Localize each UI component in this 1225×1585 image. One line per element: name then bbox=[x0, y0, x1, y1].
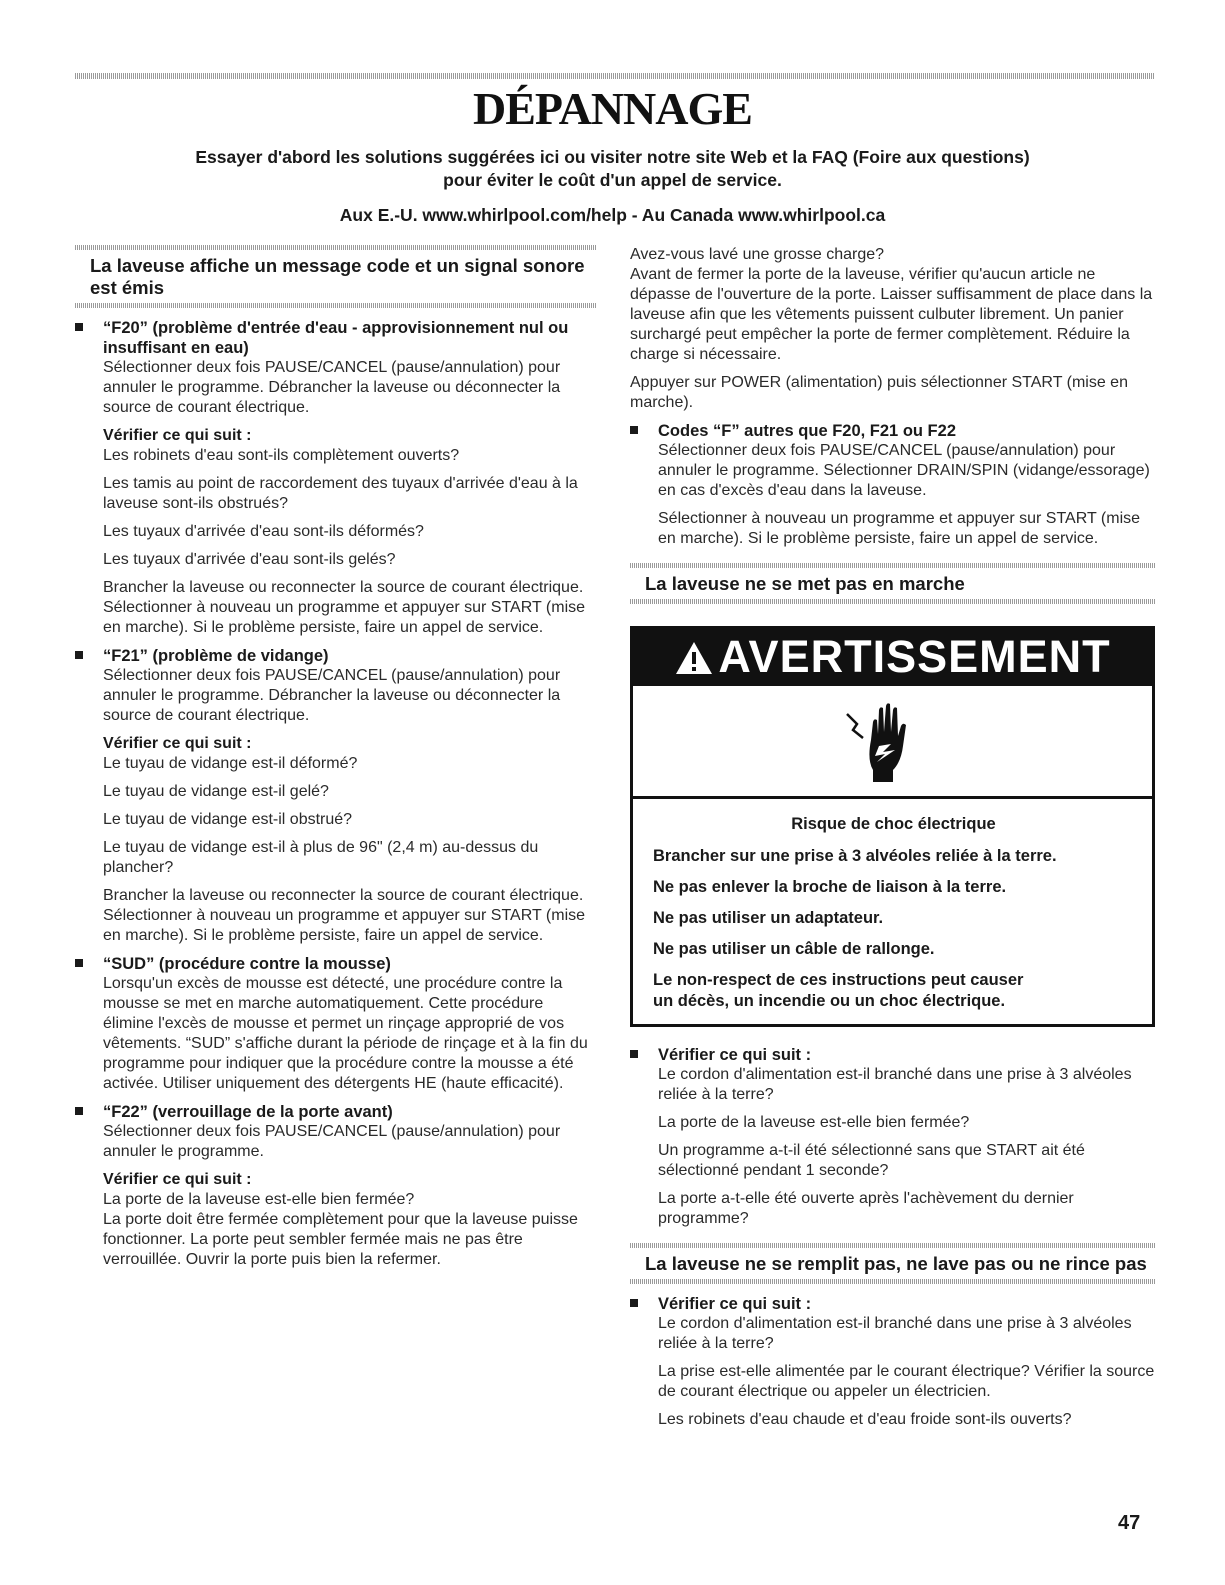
section-title: La laveuse ne se remplit pas, ne lave pas ou ne rince pas bbox=[645, 1253, 1147, 1274]
check-line: Les tamis au point de raccordement des tuyaux d'arrivée d'eau à la laveuse sont-ils obstrués? bbox=[103, 475, 578, 512]
other-codes-list bbox=[630, 421, 1155, 549]
page-title: DÉPANNAGE bbox=[473, 83, 752, 134]
check-line: Le cordon d'alimentation est-il branché dans une prise à 3 alvéoles reliée à la terre? bbox=[658, 1315, 1132, 1352]
warning-line: Ne pas enlever la broche de liaison à la terre. bbox=[653, 878, 1007, 896]
warning-triangle-icon bbox=[674, 640, 714, 676]
intro-line-2: pour éviter le coût d'un appel de service. bbox=[443, 170, 782, 190]
warning-banner-text: AVERTISSEMENT bbox=[718, 631, 1111, 682]
warning-banner bbox=[633, 629, 1152, 686]
warning-line: Brancher sur une prise à 3 alvéoles reliée à la terre. bbox=[653, 847, 1057, 865]
bullet-icon bbox=[630, 426, 638, 434]
continued-paragraph: Appuyer sur POWER (alimentation) puis sélectionner START (mise en marche). bbox=[630, 374, 1128, 411]
item-title: Codes “F” autres que F20, F21 ou F22 bbox=[658, 422, 956, 440]
check-line: Le tuyau de vidange est-il gelé? bbox=[103, 783, 329, 800]
warning-box bbox=[630, 626, 1155, 1027]
error-code-list bbox=[75, 318, 597, 1270]
warning-line: un décès, un incendie ou un choc électrique. bbox=[653, 992, 1006, 1010]
check-line: La porte de la laveuse est-elle bien fermée? bbox=[103, 1191, 415, 1208]
check-heading: Vérifier ce qui suit : bbox=[103, 735, 252, 752]
continued-paragraph: Avant de fermer la porte de la laveuse, vérifier qu'aucun article ne dépasse de l'ouverture de la porte. Laisser suffisamment de place dans la laveuse afin que les vêtements puissent culbuter librement. Un panier surchargé peut empêcher la porte de fermer complètement. Réduire la charge si nécessaire. bbox=[630, 266, 1153, 363]
list-item-other-f-codes bbox=[630, 421, 1155, 549]
section-rule-bottom bbox=[630, 1279, 1155, 1284]
warning-line: Le non-respect de ces instructions peut causer bbox=[653, 971, 1024, 989]
check-line: Les tuyaux d'arrivée d'eau sont-ils déformés? bbox=[103, 523, 424, 540]
item-text: Sélectionner deux fois PAUSE/CANCEL (pause/annulation) pour annuler le programme. Sélectionner DRAIN/SPIN (vidange/essorage) en cas d'excès d'eau dans la laveuse. bbox=[658, 442, 1150, 499]
right-column bbox=[630, 245, 1155, 1438]
bullet-icon bbox=[75, 959, 83, 967]
list-item-f21 bbox=[75, 646, 597, 946]
warning-line: Ne pas utiliser un câble de rallonge. bbox=[653, 940, 935, 958]
list-item-f20 bbox=[75, 318, 597, 638]
bullet-icon bbox=[630, 1299, 638, 1307]
section-title: La laveuse affiche un message code et un signal sonore est émis bbox=[90, 255, 585, 298]
no-start-check-list bbox=[630, 1045, 1155, 1229]
section-rule-bottom bbox=[630, 599, 1155, 604]
check-line: La porte a-t-elle été ouverte après l'achèvement du dernier programme? bbox=[658, 1190, 1074, 1227]
check-line: Un programme a-t-il été sélectionné sans que START ait été sélectionné pendant 1 seconde? bbox=[658, 1142, 1085, 1179]
item-text: Lorsqu'un excès de mousse est détecté, une procédure contre la mousse se met en marche automatiquement. Cette procédure élimine l'excès de mousse et permet un rinçage approprié de vos vêtements. “SUD” s'affiche durant la période de rinçage et à la fin du programme pour indiquer que la procédure contre la mousse a été activée. Utiliser uniquement des détergents HE (haute efficacité). bbox=[103, 975, 588, 1092]
item-title: “F22” (verrouillage de la porte avant) bbox=[103, 1103, 393, 1121]
warning-line: Ne pas utiliser un adaptateur. bbox=[653, 909, 884, 927]
list-item-f22 bbox=[75, 1102, 597, 1270]
check-line: Le tuyau de vidange est-il obstrué? bbox=[103, 811, 353, 828]
bullet-icon bbox=[75, 651, 83, 659]
section-header-no-start bbox=[630, 563, 1155, 604]
item-title: “SUD” (procédure contre la mousse) bbox=[103, 955, 391, 973]
check-line: Les robinets d'eau sont-ils complètement ouverts? bbox=[103, 447, 460, 464]
continued-line: Avez-vous lavé une grosse charge? bbox=[630, 246, 885, 263]
check-line: Le tuyau de vidange est-il déformé? bbox=[103, 755, 358, 772]
left-column bbox=[75, 245, 597, 1278]
check-line: Les robinets d'eau chaude et d'eau froide sont-ils ouverts? bbox=[658, 1411, 1072, 1428]
bullet-icon bbox=[75, 323, 83, 331]
section-header-no-fill bbox=[630, 1243, 1155, 1284]
check-line: La porte de la laveuse est-elle bien fermée? bbox=[658, 1114, 970, 1131]
section-rule-bottom bbox=[75, 303, 597, 308]
no-fill-check-list bbox=[630, 1294, 1155, 1430]
check-heading: Vérifier ce qui suit : bbox=[103, 1171, 252, 1188]
item-title: “F20” (problème d'entrée d'eau - approvisionnement nul ou insuffisant en eau) bbox=[103, 319, 569, 357]
list-item-sud bbox=[75, 954, 597, 1094]
warning-title: Risque de choc électrique bbox=[791, 815, 996, 833]
page-number: 47 bbox=[1118, 1512, 1141, 1534]
warning-body bbox=[633, 799, 1152, 1024]
list-item-check bbox=[630, 1045, 1155, 1229]
item-title: Vérifier ce qui suit : bbox=[658, 1046, 812, 1064]
check-line: Brancher la laveuse ou reconnecter la source de courant électrique. Sélectionner à nouveau un programme et appuyer sur START (mise en marche). Si le problème persiste, faire un appel de service. bbox=[103, 579, 586, 636]
intro-line-1: Essayer d'abord les solutions suggérées ici ou visiter notre site Web et la FAQ (Foire aux questions) bbox=[195, 147, 1030, 167]
item-text: Sélectionner deux fois PAUSE/CANCEL (pause/annulation) pour annuler le programme. Débrancher la laveuse ou déconnecter la source de courant électrique. bbox=[103, 359, 561, 416]
website-line: Aux E.-U. www.whirlpool.com/help - Au Canada www.whirlpool.ca bbox=[339, 205, 886, 225]
check-line: La porte doit être fermée complètement pour que la laveuse puisse fonctionner. La porte peut sembler fermée mais ne pas être verrouillée. Ouvrir la porte puis bien la refermer. bbox=[103, 1211, 578, 1268]
item-title: Vérifier ce qui suit : bbox=[658, 1295, 812, 1313]
section-header-error-codes bbox=[75, 245, 597, 308]
item-text: Sélectionner deux fois PAUSE/CANCEL (pause/annulation) pour annuler le programme. Débrancher la laveuse ou déconnecter la source de courant électrique. bbox=[103, 667, 561, 724]
electric-shock-hand-icon bbox=[843, 700, 923, 784]
bullet-icon bbox=[75, 1107, 83, 1115]
check-line: Les tuyaux d'arrivée d'eau sont-ils gelés? bbox=[103, 551, 396, 568]
bullet-icon bbox=[630, 1050, 638, 1058]
top-divider bbox=[75, 73, 1155, 79]
check-line: La prise est-elle alimentée par le courant électrique? Vérifier la source de courant électrique ou appeler un électricien. bbox=[658, 1363, 1155, 1400]
item-text: Sélectionner à nouveau un programme et appuyer sur START (mise en marche). Si le problème persiste, faire un appel de service. bbox=[658, 510, 1141, 547]
warning-icon-area bbox=[633, 686, 1152, 799]
check-heading: Vérifier ce qui suit : bbox=[103, 427, 252, 444]
check-line: Le tuyau de vidange est-il à plus de 96" (2,4 m) au-dessus du plancher? bbox=[103, 839, 539, 876]
item-title: “F21” (problème de vidange) bbox=[103, 647, 329, 665]
check-line: Brancher la laveuse ou reconnecter la source de courant électrique. Sélectionner à nouveau un programme et appuyer sur START (mise en marche). Si le problème persiste, faire un appel de service. bbox=[103, 887, 586, 944]
item-text: Sélectionner deux fois PAUSE/CANCEL (pause/annulation) pour annuler le programme. bbox=[103, 1123, 561, 1160]
list-item-check bbox=[630, 1294, 1155, 1430]
intro-text bbox=[0, 146, 1225, 192]
section-title: La laveuse ne se met pas en marche bbox=[645, 573, 965, 594]
check-line: Le cordon d'alimentation est-il branché dans une prise à 3 alvéoles reliée à la terre? bbox=[658, 1066, 1132, 1103]
